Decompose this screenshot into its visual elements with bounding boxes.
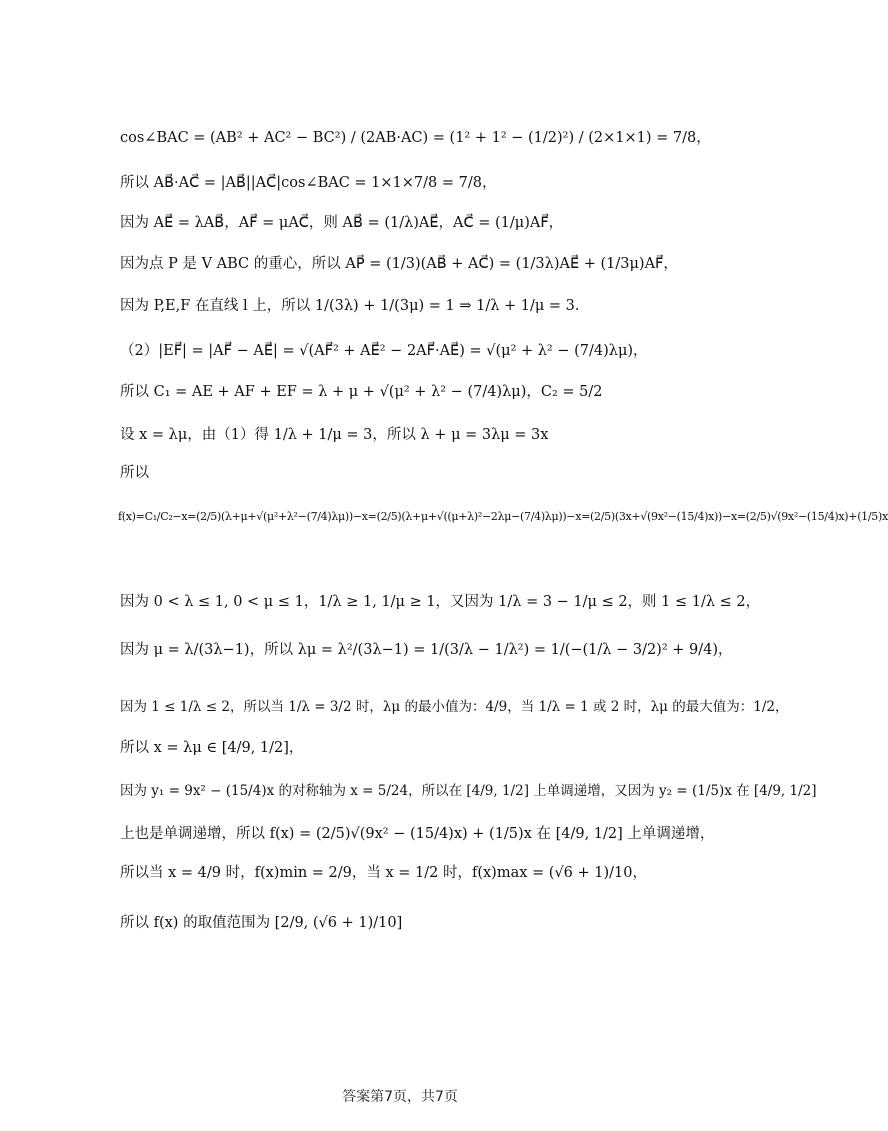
c1-c2-line: 所以 C₁ = AE + AF + EF = λ + μ + √(μ² + λ² − (7/4)λμ)，C₂ = 5/2 — [120, 384, 603, 400]
centroid-line: 因为点 P 是 V ABC 的重心，所以 AP⃗ = (1/3)(AB⃗ + AC⃗) = (1/3λ)AE⃗ + (1/3μ)AF⃗， — [120, 256, 678, 272]
lambda-mu-expression-line: 因为 μ = λ/(3λ−1)，所以 λμ = λ²/(3λ−1) = 1/(3/λ − 1/λ²) = 1/(−(1/λ − 3/2)² + 9/4)， — [120, 642, 733, 658]
final-range-line: 所以 f(x) 的取值范围为 [2/9, (√6 + 1)/10] — [120, 915, 403, 931]
therefore-line: 所以 — [120, 465, 149, 481]
page-footer: 答案第7页，共7页 — [342, 1089, 458, 1105]
dot-product-line: 所以 AB⃗·AC⃗ = |AB⃗||AC⃗|cos∠BAC = 1×1×7/8 = 7/8， — [120, 175, 497, 191]
cos-bac-formula: cos∠BAC = (AB² + AC² − BC²) / (2AB·AC) = (1² + 1² − (1/2)²) / (2×1×1) = 7/8， — [120, 130, 711, 146]
extremes-line: 因为 1 ≤ 1/λ ≤ 2，所以当 1/λ = 3/2 时，λμ 的最小值为：4/9，当 1/λ = 1 或 2 时，λμ 的最大值为：1/2， — [120, 699, 789, 715]
collinear-line: 因为 P,E,F 在直线 l 上，所以 1/(3λ) + 1/(3μ) = 1 ⇒ 1/λ + 1/μ = 3. — [120, 298, 580, 314]
ef-length-line: （2）|EF⃗| = |AF⃗ − AE⃗| = √(AF⃗² + AE⃗² − 2AF⃗·AE⃗) = √(μ² + λ² − (7/4)λμ)， — [120, 343, 648, 359]
fx-expression: f(x)=C₁/C₂−x=(2/5)(λ+μ+√(μ²+λ²−(7/4)λμ))−x=(2/5)(λ+μ+√((μ+λ)²−2λμ−(7/4)λμ))−x=(2/5)(3x+√(9x²−(15/4)x))−x=(2/5)√(9x²−(15/4)x)+(1/5)x — [118, 510, 888, 523]
substitution-line: 设 x = λμ，由（1）得 1/λ + 1/μ = 3，所以 λ + μ = 3λμ = 3x — [120, 427, 549, 443]
range-lambda-mu-line: 因为 0 < λ ≤ 1, 0 < μ ≤ 1，1/λ ≥ 1, 1/μ ≥ 1，又因为 1/λ = 3 − 1/μ ≤ 2，则 1 ≤ 1/λ ≤ 2， — [120, 594, 761, 610]
vector-relations-line: 因为 AE⃗ = λAB⃗，AF⃗ = μAC⃗，则 AB⃗ = (1/λ)AE⃗，AC⃗ = (1/μ)AF⃗， — [120, 215, 564, 231]
monotonic-line-1: 因为 y₁ = 9x² − (15/4)x 的对称轴为 x = 5/24，所以在 [4/9, 1/2] 上单调递增，又因为 y₂ = (1/5)x 在 [4/9, 1/2] — [120, 783, 817, 799]
monotonic-line-2: 上也是单调递增，所以 f(x) = (2/5)√(9x² − (15/4)x) + (1/5)x 在 [4/9, 1/2] 上单调递增， — [120, 826, 715, 842]
x-interval-line: 所以 x = λμ ∈ [4/9, 1/2]， — [120, 740, 304, 756]
min-max-line: 所以当 x = 4/9 时，f(x)min = 2/9，当 x = 1/2 时，f(x)max = (√6 + 1)/10， — [120, 865, 647, 881]
